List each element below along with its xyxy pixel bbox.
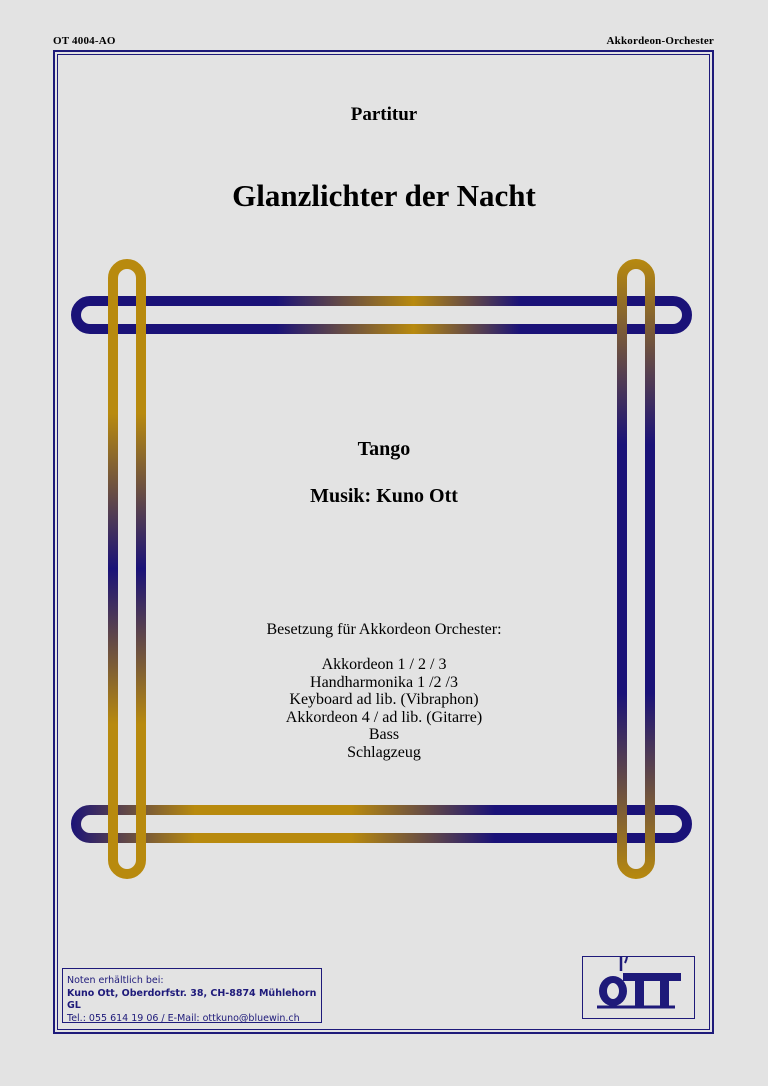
list-item: Schlagzeug: [347, 743, 421, 761]
score-label: Partitur: [350, 104, 418, 125]
right-band-loop: [622, 264, 650, 874]
contact-phone-email: Tel.: 055 614 19 06 / E-Mail: ottkuno@bluewin.ch: [67, 1012, 300, 1024]
instrumentation-list: [0, 656, 768, 761]
ensemble-label: Akkordeon-Orchester: [606, 35, 714, 47]
list-item: Keyboard ad lib. (Vibraphon): [289, 691, 479, 708]
list-item: Akkordeon 1 / 2 / 3: [321, 656, 447, 673]
contact-box: [62, 968, 322, 1023]
genre-label: Tango: [357, 438, 411, 460]
eighth-note-icon: [583, 957, 694, 1018]
composer-label: Musik: Kuno Ott: [310, 485, 458, 507]
catalog-number: OT 4004-AO: [53, 35, 116, 47]
left-band-loop: [113, 264, 141, 874]
publisher-logo: [582, 956, 695, 1019]
contact-address: Kuno Ott, Oberdorfstr. 38, CH-8874 Mühlehorn GL: [67, 987, 317, 1011]
list-item: Handharmonika 1 /2 /3: [310, 673, 458, 691]
page-title: Glanzlichter der Nacht: [232, 178, 536, 213]
list-item: Akkordeon 4 / ad lib. (Gitarre): [285, 708, 483, 726]
top-band-loop: [76, 301, 687, 329]
bottom-band-loop: [76, 810, 687, 838]
list-item: Bass: [368, 726, 400, 743]
instrumentation-heading: Besetzung für Akkordeon Orchester:: [266, 621, 502, 638]
contact-heading: Noten erhältlich bei:: [67, 975, 164, 986]
